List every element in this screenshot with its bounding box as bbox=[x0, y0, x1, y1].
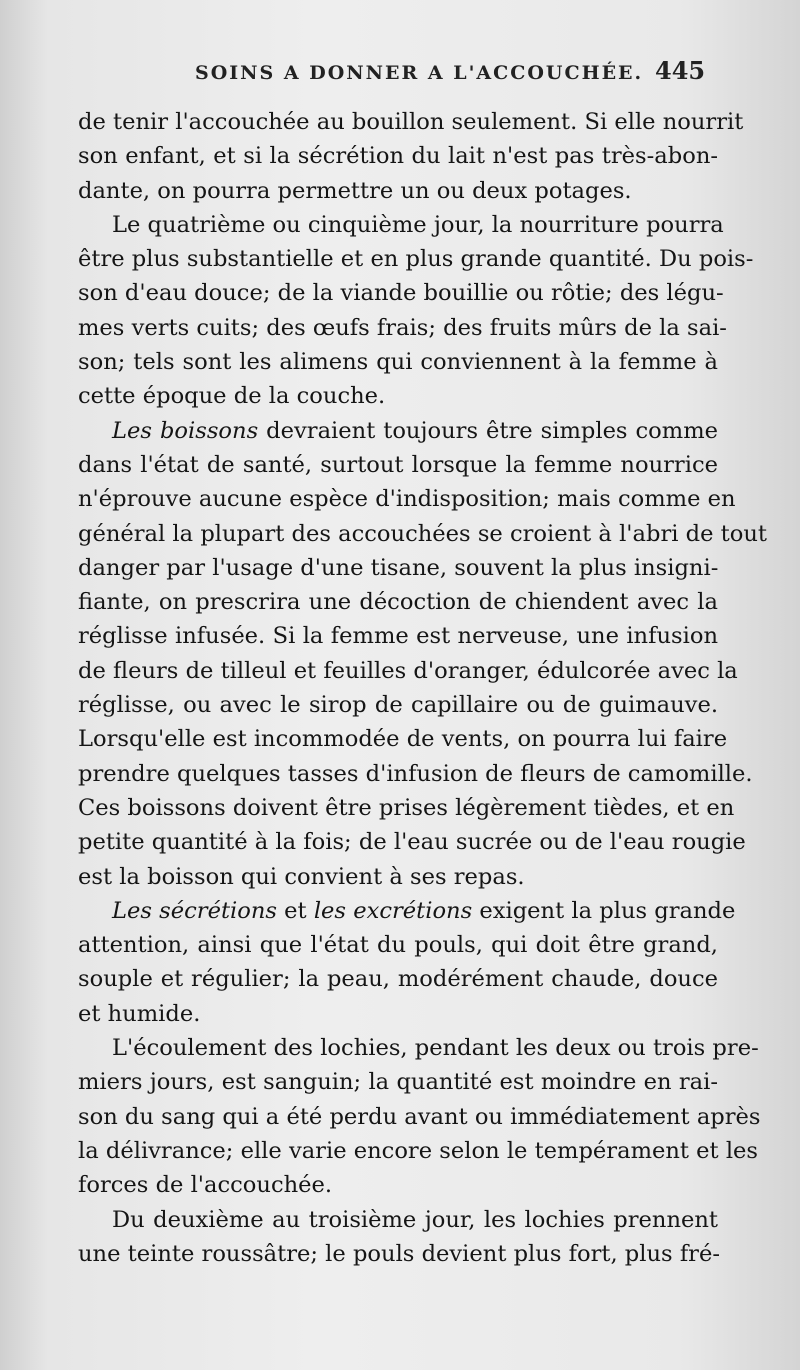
text-line: cette époque de la couche. bbox=[78, 383, 386, 410]
text-line: de tenir l'accouchée au bouillon seulement. Si elle nourrit bbox=[78, 109, 744, 135]
italic-lead: Les boissons bbox=[112, 417, 259, 444]
text-line: son d'eau douce; de la viande bouillie ou rôtie; des légu- bbox=[78, 280, 724, 307]
text-line: une teinte roussâtre; le pouls devient plus fort, plus fré- bbox=[78, 1240, 720, 1267]
text-line: prendre quelques tasses d'infusion de fleurs de camomille. bbox=[78, 760, 753, 787]
running-title: SOINS A DONNER A L'ACCOUCHÉE. bbox=[195, 62, 644, 84]
italic-lead: les excrétions bbox=[313, 897, 473, 924]
paragraph bbox=[78, 414, 767, 894]
paragraph bbox=[78, 105, 744, 208]
text-line: de fleurs de tilleul et feuilles d'oranger, édulcorée avec la bbox=[78, 657, 738, 684]
text-line: réglisse, ou avec le sirop de capillaire ou de guimauve. bbox=[78, 692, 718, 719]
text-line: Le quatrième ou cinquième jour, la nourriture pourra bbox=[112, 211, 724, 238]
text-line: petite quantité à la fois; de l'eau sucrée ou de l'eau rougie bbox=[78, 829, 746, 856]
text-line: et humide. bbox=[78, 1000, 201, 1027]
paragraph bbox=[78, 894, 736, 1031]
text-line: général la plupart des accouchées se croient à l'abri de tout bbox=[78, 520, 767, 547]
text-line: son; tels sont les alimens qui conviennent à la femme à bbox=[78, 349, 718, 376]
text-line: L'écoulement des lochies, pendant les deux ou trois pre- bbox=[112, 1035, 759, 1062]
paragraph bbox=[78, 1031, 761, 1202]
text-line: attention, ainsi que l'état du pouls, qui doit être grand, bbox=[78, 932, 718, 959]
text-line: son enfant, et si la sécrétion du lait n'est pas très-abon- bbox=[78, 143, 718, 170]
text-line: fiante, on prescrira une décoction de chiendent avec la bbox=[78, 589, 718, 616]
paragraph bbox=[78, 1203, 718, 1272]
text-line: souple et régulier; la peau, modérément chaude, douce bbox=[78, 966, 718, 993]
page-number: 445 bbox=[655, 56, 706, 85]
text-line: danger par l'usage d'une tisane, souvent la plus insigni- bbox=[78, 554, 719, 581]
text-line: Les boissons devraient toujours être simples comme bbox=[112, 417, 718, 444]
text-line: être plus substantielle et en plus grande quantité. Du pois- bbox=[78, 246, 754, 273]
text-line: Les sécrétions et les excrétions exigent la plus grande bbox=[112, 897, 736, 924]
text-line: réglisse infusée. Si la femme est nerveuse, une infusion bbox=[78, 623, 718, 650]
text-line: mes verts cuits; des œufs frais; des fruits mûrs de la sai- bbox=[78, 314, 727, 341]
text-line: miers jours, est sanguin; la quantité est moindre en rai- bbox=[78, 1069, 718, 1096]
text-line: Du deuxième au troisième jour, les lochies prennent bbox=[112, 1206, 718, 1233]
text-line: Ces boissons doivent être prises légèrement tièdes, et en bbox=[78, 794, 735, 821]
text-line: dante, on pourra permettre un ou deux potages. bbox=[78, 177, 632, 204]
paragraph bbox=[78, 208, 754, 414]
body-text bbox=[78, 105, 767, 1271]
text-line: Lorsqu'elle est incommodée de vents, on pourra lui faire bbox=[78, 726, 728, 753]
text-line: dans l'état de santé, surtout lorsque la femme nourrice bbox=[78, 451, 718, 478]
italic-lead: Les sécrétions bbox=[112, 897, 277, 924]
text-line: n'éprouve aucune espèce d'indisposition; mais comme en bbox=[78, 486, 736, 513]
text-line: son du sang qui a été perdu avant ou immédiatement après bbox=[78, 1103, 761, 1130]
text-line: forces de l'accouchée. bbox=[78, 1172, 333, 1199]
text-line: est la boisson qui convient à ses repas. bbox=[78, 863, 525, 890]
text-line: la délivrance; elle varie encore selon le tempérament et les bbox=[78, 1137, 759, 1164]
